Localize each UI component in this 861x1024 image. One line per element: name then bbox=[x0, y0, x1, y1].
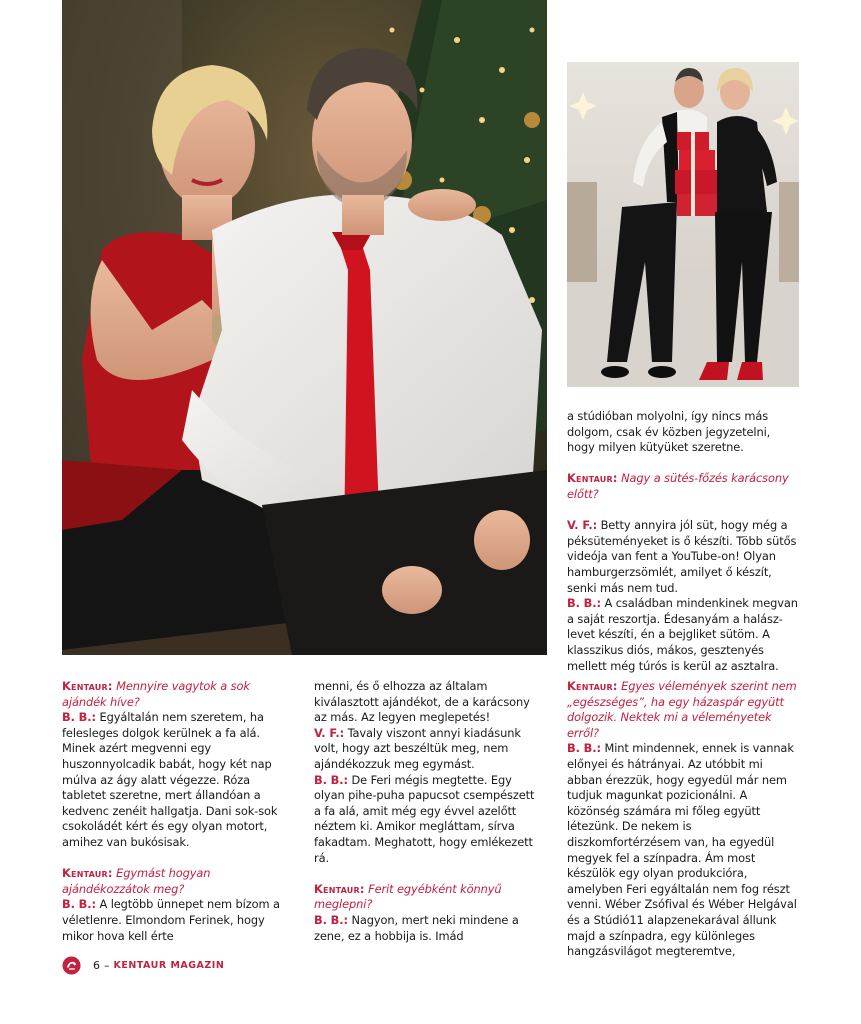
speaker-label: B. B.: bbox=[62, 710, 96, 725]
speaker-label: B. B.: bbox=[314, 912, 348, 927]
speaker-label: B. B.: bbox=[567, 596, 601, 611]
interview-answer bbox=[314, 773, 544, 867]
answer-text: De Feri mégis megtette. Egy olyan pihe-puha papucsot csempészett a fa alá, amit még egy évvel azelőtt néztem ki. Amikor megláttam, sírva fakadtam. Meghatott, hogy emlékezett rá. bbox=[314, 772, 535, 865]
publication-name: KENTAUR MAGAZIN bbox=[113, 959, 225, 971]
couple-christmas-tree-photo bbox=[62, 0, 547, 655]
answer-text: Mint mindennek, ennek is vannak előnyei és hátrányai. Az utóbbit mi abban érezzük, hogy egyedül már nem tudjuk magunkat pozicionálni. A közönség számára mi főleg együtt létezünk. De nekem is diszkomfortérzésem van, ha egyedül megyek fel a színpadra. Ám most készülök egy olyan produkcióra, amelyben Feri egyáltalán nem fog részt venni. Wéber Zsófival és Wéber Helgával és a Stúdió11 alapzenekarával állunk majd a színpadra, egy különleges hangzásvilágot megteremtve, bbox=[567, 741, 797, 959]
answer-text: Nagyon, mert neki mindene a zene, ez a hobbija is. Imád bbox=[314, 912, 519, 943]
question-text: Egyes vélemények szerint nem „egészséges”, ha egy házaspár együtt dolgozik. Nektek mi a véleményetek erről? bbox=[567, 679, 797, 740]
speaker-label: B. B.: bbox=[314, 772, 348, 787]
interview-answer bbox=[567, 518, 799, 596]
interview-answer bbox=[567, 741, 799, 959]
question-text: Nagy a sütés-főzés karácsony előtt? bbox=[567, 471, 789, 501]
speaker-label: V. F.: bbox=[314, 725, 345, 740]
interview-answer bbox=[567, 596, 799, 674]
footer-separator: – bbox=[104, 958, 110, 972]
interviewer-label: Kentaur: bbox=[567, 679, 618, 693]
answer-text: Egyáltalán nem szeretem, ha felesleges dolgok kerülnek a fa alá. Minek azért megvenni egy huszonnyolcadik babát, hogy két nap múlva az ágy alatt végezze. Róza tabletet szeretne, mert állandóan a kedvenc zenéit hallgatja. Dani sok-sok csokoládét kért és egy olyan motort, amihez van bukósisak. bbox=[62, 710, 278, 849]
answer-text: A legtöbb ünnepet nem bízom a véletlenre. Elmondom Ferinek, hogy mikor hova kell érte bbox=[62, 897, 280, 943]
paragraph bbox=[567, 409, 799, 456]
article-column-2 bbox=[314, 679, 544, 944]
article-column-3-bottom bbox=[567, 679, 799, 960]
speaker-label: B. B.: bbox=[62, 897, 96, 912]
interview-answer bbox=[314, 726, 544, 773]
interview-answer bbox=[314, 913, 544, 944]
question-text: Egymást hogyan ajándékozzátok meg? bbox=[62, 866, 211, 896]
kentaur-logo-icon bbox=[62, 956, 81, 975]
interviewer-label: Kentaur: bbox=[314, 881, 365, 896]
interview-question bbox=[62, 679, 292, 710]
interview-question bbox=[567, 471, 799, 502]
speaker-label: B. B.: bbox=[567, 741, 601, 756]
interviewer-label: Kentaur: bbox=[62, 866, 113, 881]
answer-text: A családban mindenkinek megvan a saját reszortja. Édesanyám a halász-levet készíti, én a bejgliket sütöm. A klasszikus diós, mákos, gesztenyés mellett még túrós is kerül az asztalra. bbox=[567, 596, 798, 673]
couple-christmas-tree-illustration bbox=[62, 0, 547, 655]
question-text: Mennyire vagytok a sok ajándék híve? bbox=[62, 679, 250, 709]
answer-text: Betty annyira jól süt, hogy még a péksüteményeket is ő készíti. Több sütős videója van fent a YouTube-on! Olyan hamburgerzsömlét, amilyet ő készít, senki más nem tud. bbox=[567, 518, 797, 595]
interview-answer bbox=[62, 897, 292, 944]
interviewer-label: Kentaur: bbox=[567, 471, 618, 486]
speaker-label: V. F.: bbox=[567, 518, 598, 533]
question-text: Ferit egyébként könnyű meglepni? bbox=[314, 881, 502, 912]
interview-question bbox=[314, 882, 544, 913]
interviewer-label: Kentaur: bbox=[62, 679, 113, 693]
article-column-1 bbox=[62, 679, 292, 944]
article-column-3-top bbox=[567, 409, 799, 690]
page-footer bbox=[62, 955, 224, 975]
couple-holding-gifts-photo bbox=[567, 62, 799, 387]
answer-text: Tavaly viszont annyi kiadásunk volt, hogy azt beszéltük meg, nem ajándékozzuk meg egymást. bbox=[314, 725, 521, 771]
page-number: 6 bbox=[93, 958, 100, 972]
paragraph-text: a stúdióban molyolni, így nincs más dolgom, csak év közben jegyzetelni, hogy milyen kütyüket szeretne. bbox=[567, 409, 771, 455]
interview-question bbox=[567, 679, 799, 741]
paragraph-text: menni, és ő elhozza az általam kiválasztott ajándékot, de a karácsony az más. Az legyen meglepetés! bbox=[314, 679, 530, 725]
couple-gifts-illustration bbox=[567, 62, 799, 387]
interview-question bbox=[62, 866, 292, 897]
paragraph bbox=[314, 679, 544, 726]
interview-answer bbox=[62, 710, 292, 850]
